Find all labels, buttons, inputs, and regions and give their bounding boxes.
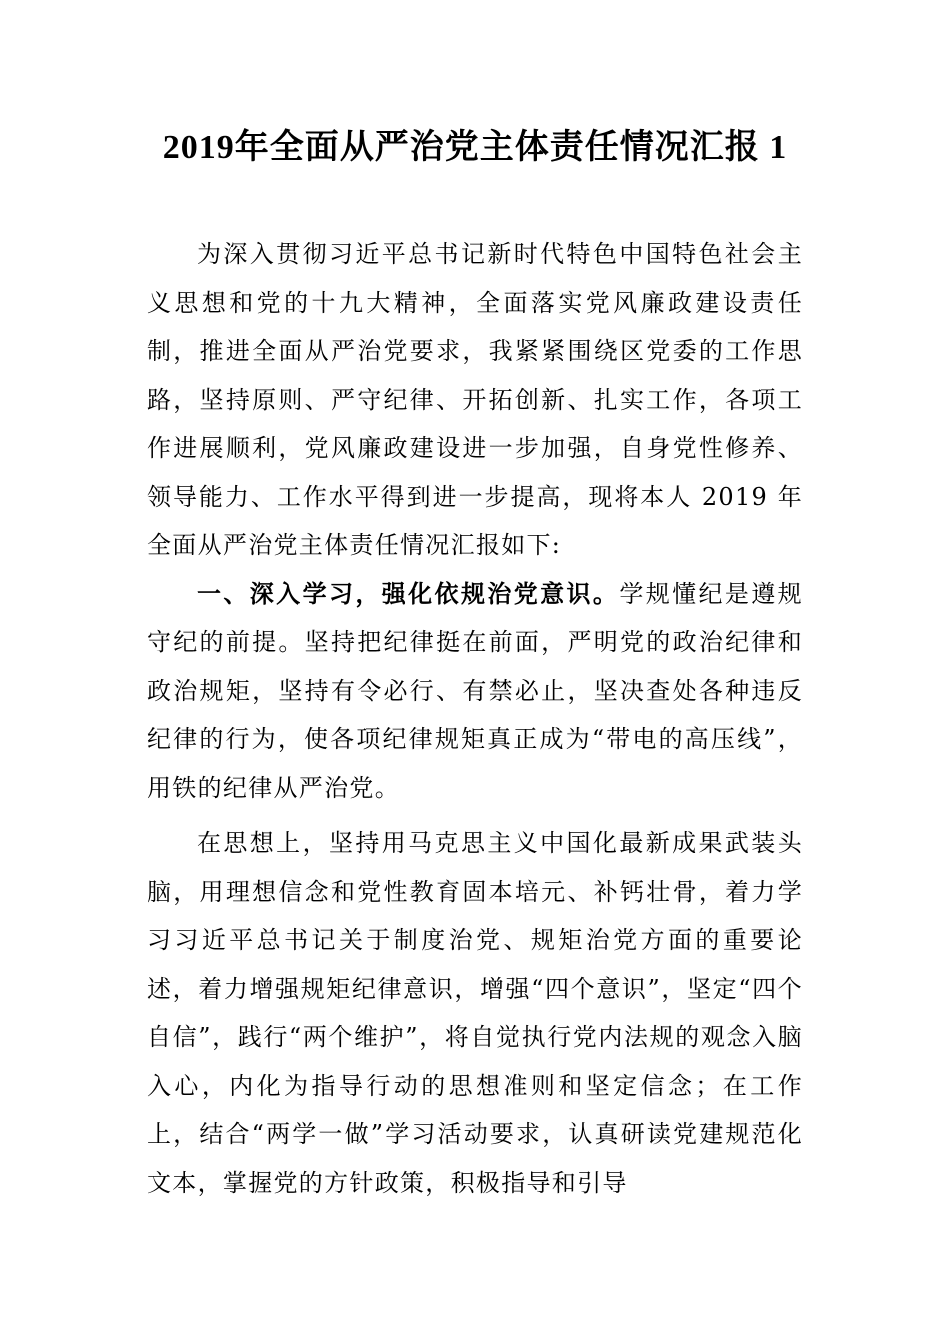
document-title: 2019年全面从严治党主体责任情况汇报 1	[162, 129, 788, 166]
paragraph-intro	[147, 230, 803, 570]
paragraph-text: 为深入贯彻习近平总书记新时代特色中国特色社会主义思想和党的十九大精神，全面落实党风廉政建设责任制，推进全面从严治党要求，我紧紧围绕区党委的工作思路，坚持原则、严守纪律、开拓创新、扎实工作，各项工作进展顺利，党风廉政建设进一步加强，自身党性修养、领导能力、工作水平得到进一步提高，现将本人 2019 年全面从严治党主体责任情况汇报如下:	[147, 240, 803, 559]
paragraph-text: 学规懂纪是遵规守纪的前提。坚持把纪律挺在前面，严明党的政治纪律和政治规矩，坚持有令必行、有禁必止，坚决查处各种违反纪律的行为，使各项纪律规矩真正成为“带电的高压线”，用铁的纪律从严治党。	[147, 579, 803, 802]
document-body	[147, 230, 803, 1207]
paragraph-text: 在思想上，坚持用马克思主义中国化最新成果武装头脑，用理想信念和党性教育固本培元、补钙壮骨，着力学习习近平总书记关于制度治党、规矩治党方面的重要论述，着力增强规矩纪律意识，增强“四个意识”，坚定“四个自信”，践行“两个维护”，将自觉执行党内法规的观念入脑入心，内化为指导行动的思想准则和坚定信念；在工作上，结合“两学一做”学习活动要求，认真研读党建规范化文本，掌握党的方针政策，积极指导和引导	[147, 829, 803, 1197]
paragraph-section-one	[147, 570, 803, 813]
paragraph-thinking	[147, 819, 803, 1207]
section-heading: 一、深入学习，强化依规治党意识。	[197, 578, 620, 608]
